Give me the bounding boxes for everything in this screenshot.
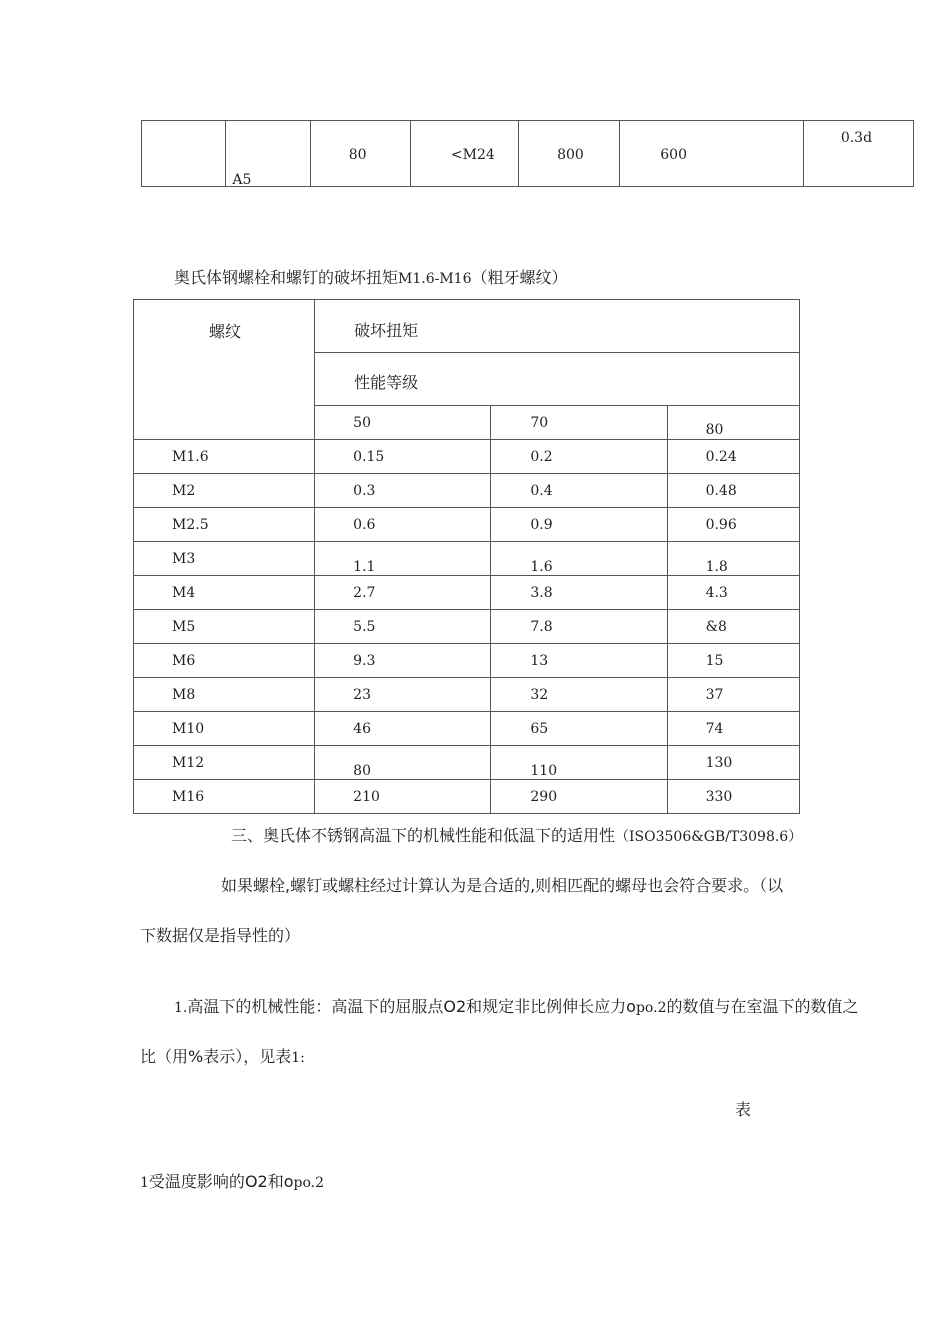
table-cell: 0.9 [491, 508, 667, 542]
table-cell [803, 121, 913, 187]
table-row [134, 474, 800, 508]
header-class-80: 80 [667, 406, 799, 440]
table-cell: 1.8 [667, 542, 799, 576]
cell-text: <M24 [450, 147, 495, 163]
top-table-fragment [141, 120, 914, 187]
paragraph-line: 1.高温下的机械性能：高温下的屈服点O2和规定非比例伸长应力οpo.2的数值与在室温下的数值之 [174, 997, 859, 1016]
table-cell: 15 [667, 644, 799, 678]
header-class-70: 70 [491, 406, 667, 440]
cell-thread: M8 [134, 678, 315, 712]
table-cell [410, 121, 518, 187]
breaking-torque-table [133, 299, 800, 814]
table-cell [142, 121, 226, 187]
table-cell [310, 121, 410, 187]
paragraph-line: 比（用%表示），见表1: [140, 1047, 305, 1066]
cell-text: 0.3d [840, 130, 873, 146]
table-cell: 1.1 [315, 542, 491, 576]
cell-thread: M6 [134, 644, 315, 678]
header-property-class: 性能等级 [315, 353, 800, 406]
table-row [134, 780, 800, 814]
section-heading: 三、奥氏体不锈钢高温下的机械性能和低温下的适用性（ISO3506&GB/T3098.6） [231, 826, 803, 845]
table-cell: 1.6 [491, 542, 667, 576]
cell-text: 80 [348, 147, 367, 163]
table-label: 表 [735, 1100, 752, 1119]
table-cell: 2.7 [315, 576, 491, 610]
table-row [134, 712, 800, 746]
header-thread: 螺纹 [134, 300, 315, 440]
cell-thread: M12 [134, 746, 315, 780]
table-cell: 0.2 [491, 440, 667, 474]
table-cell: 290 [491, 780, 667, 814]
table-cell: 330 [667, 780, 799, 814]
cell-text: 800 [557, 147, 584, 163]
table-header-row [134, 300, 800, 353]
table-cell: 74 [667, 712, 799, 746]
table-row [134, 542, 800, 576]
table-cell: 13 [491, 644, 667, 678]
cell-thread: M10 [134, 712, 315, 746]
table-cell [620, 121, 804, 187]
table-row [134, 440, 800, 474]
cell-text: A5 [232, 172, 252, 188]
torque-table-title: 奥氏体钢螺栓和螺钉的破坏扭矩M1.6-M16（粗牙螺纹） [174, 268, 568, 287]
table-cell: 0.15 [315, 440, 491, 474]
cell-thread: M2.5 [134, 508, 315, 542]
table-row [134, 644, 800, 678]
table-row [134, 576, 800, 610]
cell-thread: M1.6 [134, 440, 315, 474]
cell-thread: M16 [134, 780, 315, 814]
cell-thread: M2 [134, 474, 315, 508]
paragraph-line: 下数据仅是指导性的） [140, 926, 301, 945]
table-cell: 5.5 [315, 610, 491, 644]
table-cell: 130 [667, 746, 799, 780]
table-row [134, 508, 800, 542]
table-cell [226, 121, 310, 187]
table-cell [519, 121, 620, 187]
table-cell: 0.6 [315, 508, 491, 542]
table-cell: 80 [315, 746, 491, 780]
table-cell: 0.4 [491, 474, 667, 508]
table-cell: 3.8 [491, 576, 667, 610]
paragraph-line: 如果螺栓,螺钉或螺柱经过计算认为是合适的,则相匹配的螺母也会符合要求。（以 [221, 876, 784, 895]
table-cell: 0.3 [315, 474, 491, 508]
table-cell: 4.3 [667, 576, 799, 610]
header-breaking-torque: 破坏扭矩 [315, 300, 800, 353]
table-row [134, 610, 800, 644]
cell-text: 600 [660, 147, 687, 163]
table-cell: 23 [315, 678, 491, 712]
cell-thread: M5 [134, 610, 315, 644]
cell-thread: M3 [134, 542, 315, 576]
table-caption: 1受温度影响的O2和οpo.2 [140, 1172, 325, 1191]
table-cell: 210 [315, 780, 491, 814]
table-row [134, 746, 800, 780]
table-cell: 32 [491, 678, 667, 712]
table-cell: 37 [667, 678, 799, 712]
table-row [134, 678, 800, 712]
table-row [142, 121, 914, 187]
table-cell: 0.96 [667, 508, 799, 542]
table-cell: 9.3 [315, 644, 491, 678]
table-cell: 7.8 [491, 610, 667, 644]
table-cell: 46 [315, 712, 491, 746]
table-cell: 0.24 [667, 440, 799, 474]
table-cell: &8 [667, 610, 799, 644]
table-cell: 0.48 [667, 474, 799, 508]
table-cell: 65 [491, 712, 667, 746]
cell-thread: M4 [134, 576, 315, 610]
table-cell: 110 [491, 746, 667, 780]
header-class-50: 50 [315, 406, 491, 440]
